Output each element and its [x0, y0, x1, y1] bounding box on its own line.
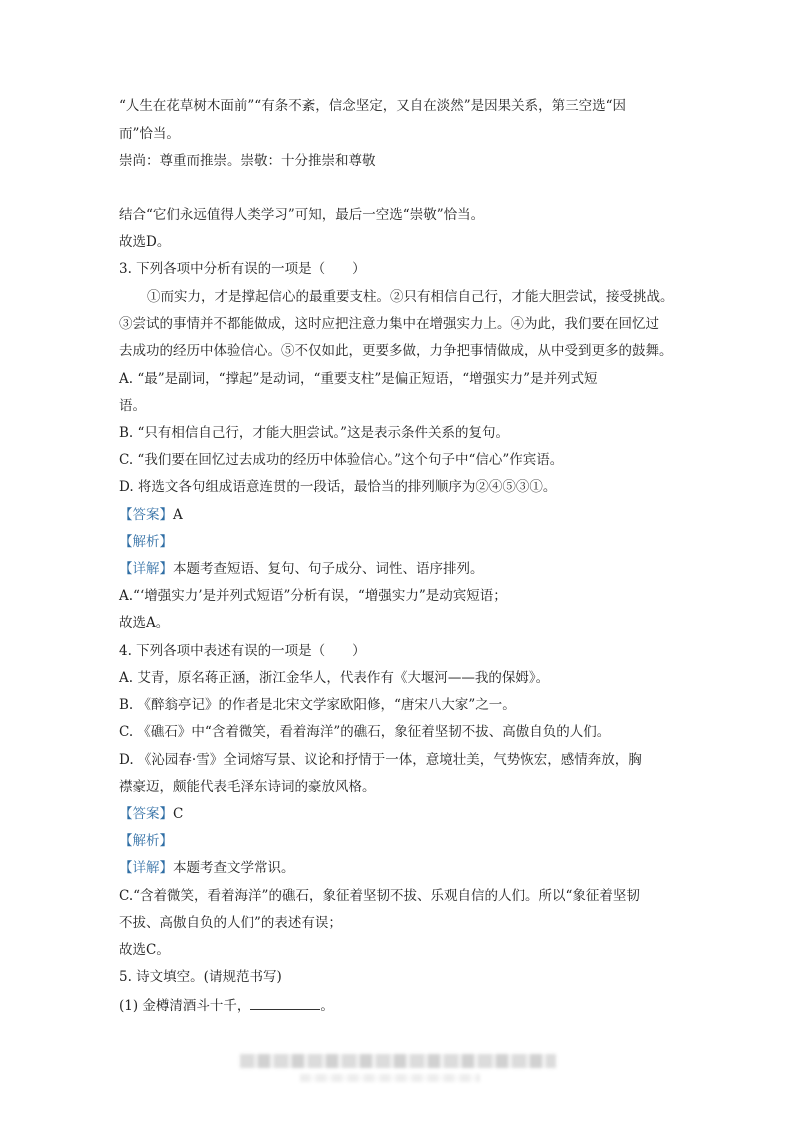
text-line: 故选A。 — [119, 615, 170, 631]
answer-value: C — [173, 806, 184, 822]
option-b: B. 《醉翁亭记》的作者是北宋文学家欧阳修，“唐宋八大家”之一。 — [119, 697, 516, 713]
question-4-stem: 4. 下列各项中表述有误的一项是（ ） — [119, 643, 366, 659]
fill-in-end: 。 — [320, 998, 334, 1014]
option-d: D. 《沁园春·雪》全词熔写景、议论和抒情于一体，意境壮美，气势恢宏，感情奔放，胸 — [119, 752, 642, 768]
option-c: C. 《礁石》中“含着微笑，看着海洋”的礁石，象征着坚韧不拔、高傲自负的人们。 — [119, 724, 611, 740]
detail-text: 本题考查文学常识。 — [173, 860, 295, 876]
text-line: 结合“它们永远值得人类学习”可知，最后一空选“崇敬”恰当。 — [119, 207, 485, 223]
answer-line — [119, 505, 679, 525]
answer-tag: 【答案】 — [119, 806, 173, 822]
option-a-cont: 语。 — [119, 398, 146, 414]
analysis-line — [119, 532, 679, 552]
detail-line — [119, 858, 679, 878]
text-line: 故选D。 — [119, 234, 171, 250]
option-d-cont: 襟豪迈，颇能代表毛泽东诗词的豪放风格。 — [119, 779, 376, 795]
detail-line — [119, 559, 679, 579]
text-line: “人生在花草树木面前”“有条不紊，信念坚定，又自在淡然”是因果关系，第三空选“因 — [119, 98, 627, 114]
text-line: 故选C。 — [119, 942, 170, 958]
fill-in-line — [119, 995, 679, 1016]
text-line: A.“‘增强实力’是并列式短语”分析有误，“增强实力”是动宾短语； — [119, 588, 507, 604]
fill-in-prompt: (1) 金樽清酒斗十千， — [119, 998, 251, 1014]
option-b: B. “只有相信自己行，才能大胆尝试。”这是表示条件关系的复句。 — [119, 425, 510, 441]
detail-tag: 【详解】 — [119, 561, 173, 577]
text-line: 不拔、高傲自负的人们”的表述有误； — [119, 915, 342, 931]
text-line: 崇尚：尊重而推崇。崇敬：十分推崇和尊敬 — [119, 153, 376, 169]
passage-line: ③尝试的事情并不都能做成，这时应把注意力集中在增强实力上。④为此，我们要在回忆过 — [119, 316, 659, 332]
text-line: 而”恰当。 — [119, 126, 180, 142]
blurred-footer — [240, 1054, 556, 1068]
detail-text: 本题考查短语、复句、句子成分、词性、语序排列。 — [173, 561, 484, 577]
option-a: A. “最”是副词，“撑起”是动词，“重要支柱”是偏正短语，“增强实力”是并列式短 — [119, 371, 598, 387]
option-a: A. 艾青，原名蒋正涵，浙江金华人，代表作有《大堰河——我的保姆》。 — [119, 670, 550, 686]
detail-tag: 【详解】 — [119, 860, 173, 876]
option-c: C. “我们要在回忆过去成功的经历中体验信心。”这个句子中“信心”作宾语。 — [119, 452, 564, 468]
analysis-tag: 【解析】 — [119, 833, 173, 849]
answer-blank — [250, 995, 320, 1010]
answer-tag: 【答案】 — [119, 507, 173, 523]
answer-value: A — [173, 507, 183, 523]
question-5-stem: 5. 诗文填空。(请规范书写) — [119, 969, 282, 985]
passage-line: ①而实力，才是撑起信心的最重要支柱。②只有相信自己行，才能大胆尝试，接受挑战。 — [147, 289, 674, 305]
analysis-tag: 【解析】 — [119, 534, 173, 550]
text-line: C.“含着微笑，看着海洋”的礁石，象征着坚韧不拔、乐观自信的人们。所以“象征着坚韧 — [119, 888, 640, 904]
question-3-stem: 3. 下列各项中分析有误的一项是（ ） — [119, 261, 366, 277]
blurred-footer — [300, 1074, 480, 1082]
passage-line: 去成功的经历中体验信心。⑤不仅如此，更要多做，力争把事情做成，从中受到更多的鼓舞。 — [119, 343, 673, 359]
option-d: D. 将选文各句组成语意连贯的一段话，最恰当的排列顺序为②④⑤③①。 — [119, 479, 557, 495]
analysis-line — [119, 831, 679, 851]
answer-line — [119, 804, 679, 824]
